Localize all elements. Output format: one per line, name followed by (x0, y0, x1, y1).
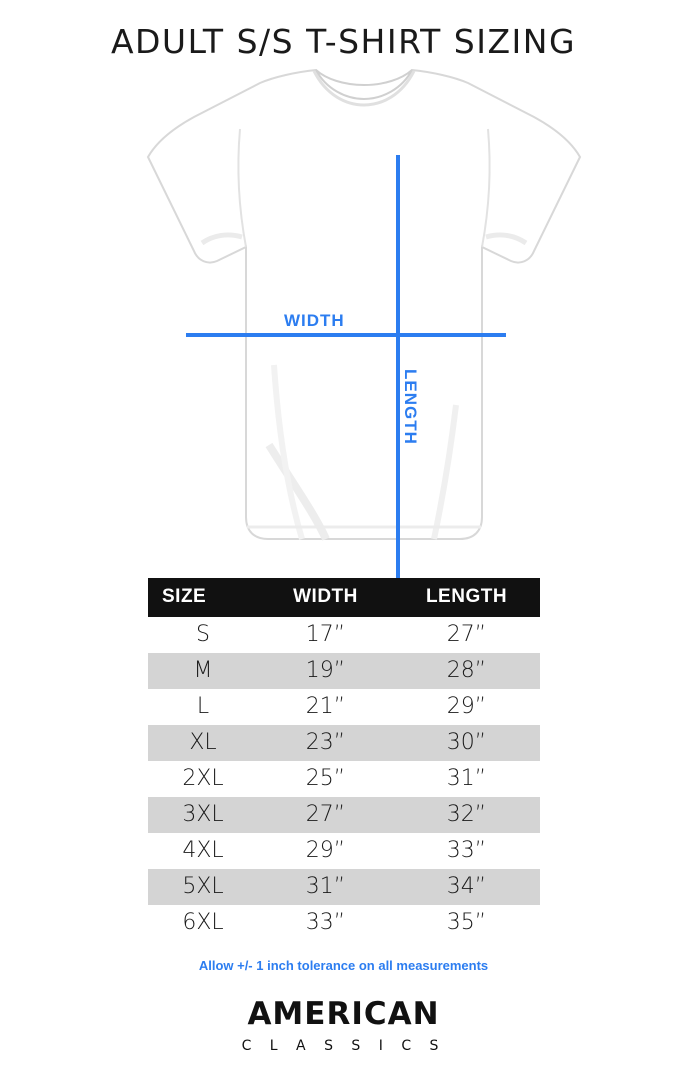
cell-width: 31” (305, 874, 346, 899)
width-label: WIDTH (278, 311, 351, 331)
cell-size: 6XL (182, 910, 224, 935)
cell-length: 35” (446, 910, 487, 935)
column-header-size: SIZE (148, 578, 258, 617)
cell-width: 25” (305, 766, 346, 791)
tolerance-note: Allow +/- 1 inch tolerance on all measurements (198, 958, 489, 973)
tshirt-illustration (64, 65, 624, 555)
table-row (148, 653, 540, 689)
cell-length: 29” (446, 694, 487, 719)
page-title: ADULT S/S T-SHIRT SIZING (110, 22, 577, 61)
size-table-body (148, 617, 540, 941)
table-row (148, 797, 540, 833)
cell-width: 27” (305, 802, 346, 827)
cell-width: 29” (305, 838, 346, 863)
width-measure-line (186, 333, 506, 337)
size-table-wrapper (148, 578, 540, 941)
cell-size: M (193, 658, 213, 683)
table-row (148, 869, 540, 905)
cell-width: 19” (305, 658, 346, 683)
size-table-head (148, 578, 540, 617)
cell-width: 23” (305, 730, 346, 755)
table-header-row (148, 578, 540, 617)
cell-width: 33” (305, 910, 346, 935)
column-header-length: LENGTH (393, 578, 540, 617)
cell-width: 17” (305, 622, 346, 647)
table-row (148, 689, 540, 725)
cell-size: 2XL (182, 766, 224, 791)
cell-size: 5XL (182, 874, 224, 899)
cell-length: 33” (446, 838, 487, 863)
cell-length: 34” (446, 874, 487, 899)
table-row (148, 617, 540, 653)
table-row (148, 833, 540, 869)
cell-size: 4XL (182, 838, 224, 863)
cell-size: S (196, 622, 210, 647)
column-header-width: WIDTH (258, 578, 393, 617)
size-table (148, 578, 540, 941)
cell-length: 27” (446, 622, 487, 647)
table-row (148, 761, 540, 797)
cell-length: 32” (446, 802, 487, 827)
cell-size: 3XL (182, 802, 224, 827)
cell-size: L (196, 694, 210, 719)
brand-name: AMERICAN (247, 996, 440, 1032)
cell-length: 31” (446, 766, 487, 791)
brand-logo (0, 996, 687, 1054)
shirt-diagram (0, 65, 687, 555)
cell-length: 30” (446, 730, 487, 755)
cell-size: XL (189, 730, 217, 755)
cell-width: 21” (305, 694, 346, 719)
cell-length: 28” (446, 658, 487, 683)
length-label: LENGTH (400, 363, 420, 451)
brand-tagline: C L A S S I C S (241, 1038, 446, 1054)
table-row (148, 725, 540, 761)
table-row (148, 905, 540, 941)
